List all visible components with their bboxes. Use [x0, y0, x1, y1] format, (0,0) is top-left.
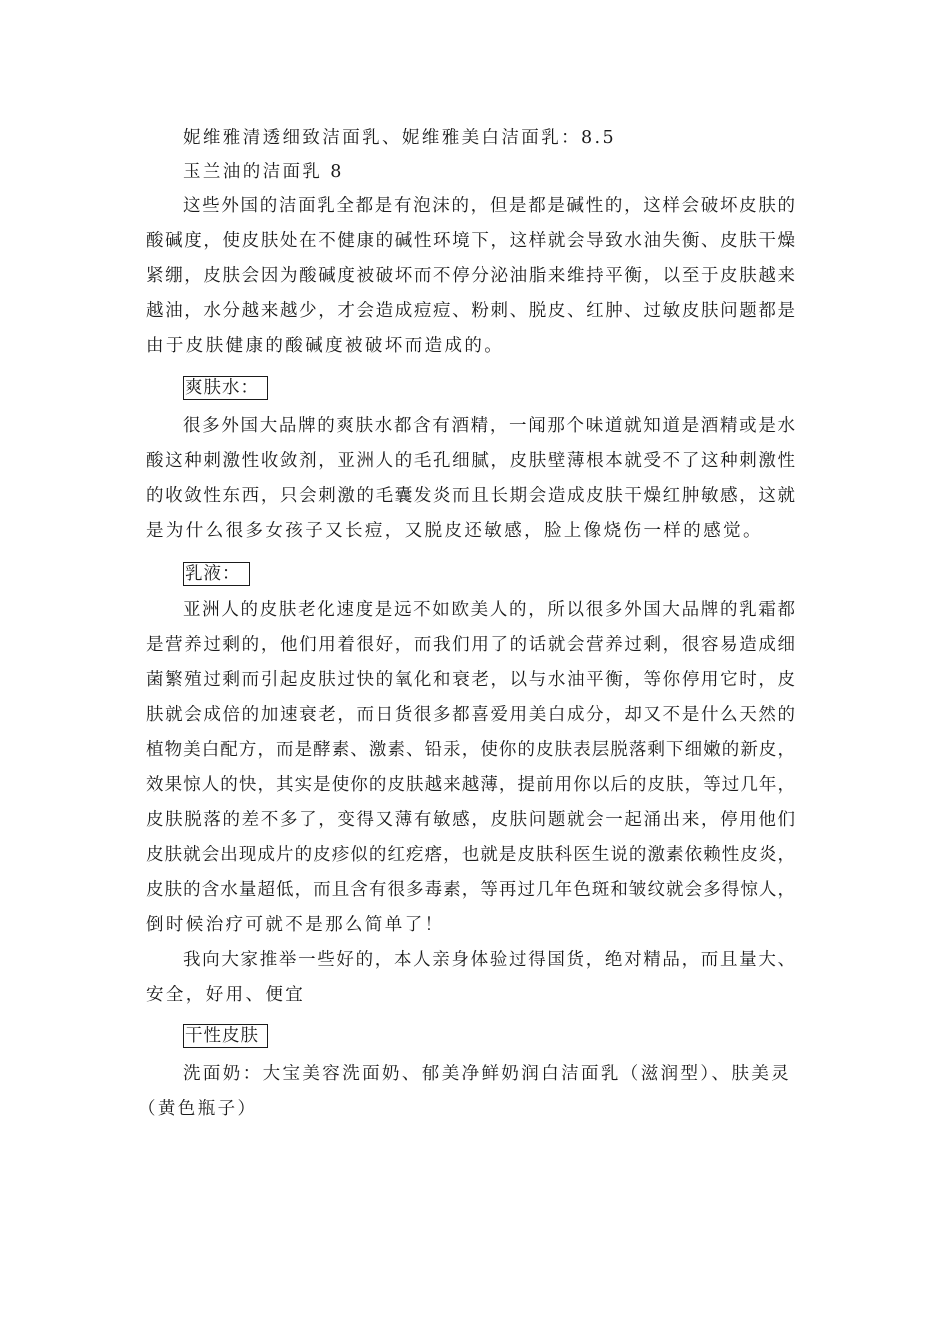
heading-box: 干性皮肤 [183, 1024, 268, 1048]
paragraph-line: 越油，水分越来越少，才会造成痘痘、粉刺、脱皮、红肿、过敏皮肤问题都是 [146, 301, 795, 321]
paragraph-line: 倒时候治疗可就不是那么简单了！ [146, 915, 445, 935]
paragraph-line: 效果惊人的快，其实是使你的皮肤越来越薄，提前用你以后的皮肤，等过几年， [146, 775, 795, 795]
paragraph-line: 是营养过剩的，他们用着很好，而我们用了的话就会营养过剩，很容易造成细 [146, 635, 795, 655]
paragraph-line: 酸碱度，使皮肤处在不健康的碱性环境下，这样就会导致水油失衡、皮肤干燥 [146, 231, 795, 251]
paragraph-line: 皮肤就会出现成片的皮疹似的红疙瘩，也就是皮肤科医生说的激素依赖性皮炎， [146, 845, 795, 865]
paragraph-line: 植物美白配方，而是酵素、激素、铅汞，使你的皮肤表层脱落剩下细嫩的新皮， [146, 740, 795, 760]
paragraph-line: 洗面奶：大宝美容洗面奶、郁美净鲜奶润白洁面乳（滋润型）、肤美灵 [183, 1064, 792, 1084]
paragraph-line: 很多外国大品牌的爽肤水都含有酒精，一闻那个味道就知道是酒精或是水 [183, 416, 795, 436]
section-heading-lotion [183, 562, 250, 586]
paragraph-line: 紧绷，皮肤会因为酸碱度被破坏而不停分泌油脂来维持平衡，以至于皮肤越来 [146, 266, 795, 286]
paragraph-line: 这些外国的洁面乳全都是有泡沫的，但是都是碱性的，这样会破坏皮肤的 [183, 196, 795, 216]
paragraph-line: 由于皮肤健康的酸碱度被破坏而造成的。 [146, 336, 505, 356]
paragraph-line: 菌繁殖过剩而引起皮肤过快的氧化和衰老，以与水油平衡，等你停用它时，皮 [146, 670, 795, 690]
paragraph-line: 皮肤的含水量超低，而且含有很多毒素，等再过几年色斑和皱纹就会多得惊人， [146, 880, 795, 900]
paragraph-line: 安全，好用、便宜 [146, 985, 306, 1005]
paragraph-line: 的收敛性东西，只会刺激的毛囊发炎而且长期会造成皮肤干燥红肿敏感，这就 [146, 486, 795, 506]
paragraph-line: 亚洲人的皮肤老化速度是远不如欧美人的，所以很多外国大品牌的乳霜都 [183, 600, 795, 620]
section-heading-dry-skin [183, 1024, 268, 1048]
paragraph-line: 是为什么很多女孩子又长痘，又脱皮还敏感，脸上像烧伤一样的感觉。 [146, 521, 763, 541]
heading-box: 爽肤水： [183, 376, 268, 400]
text-line: 玉兰油的洁面乳 8 [183, 162, 344, 182]
paragraph-line: 我向大家推举一些好的，本人亲身体验过得国货，绝对精品，而且量大、 [183, 950, 795, 970]
heading-box: 乳液： [183, 562, 250, 586]
section-heading-toner [183, 376, 268, 400]
text-line: 妮维雅清透细致洁面乳、妮维雅美白洁面乳：8.5 [183, 128, 617, 148]
paragraph-line: 皮肤脱落的差不多了，变得又薄有敏感，皮肤问题就会一起涌出来，停用他们 [146, 810, 795, 830]
paragraph-line: 肤就会成倍的加速衰老，而日货很多都喜爱用美白成分，却又不是什么天然的 [146, 705, 795, 725]
paragraph-line: （黄色瓶子） [138, 1099, 258, 1119]
paragraph-line: 酸这种刺激性收敛剂，亚洲人的毛孔细腻，皮肤壁薄根本就受不了这种刺激性 [146, 451, 795, 471]
